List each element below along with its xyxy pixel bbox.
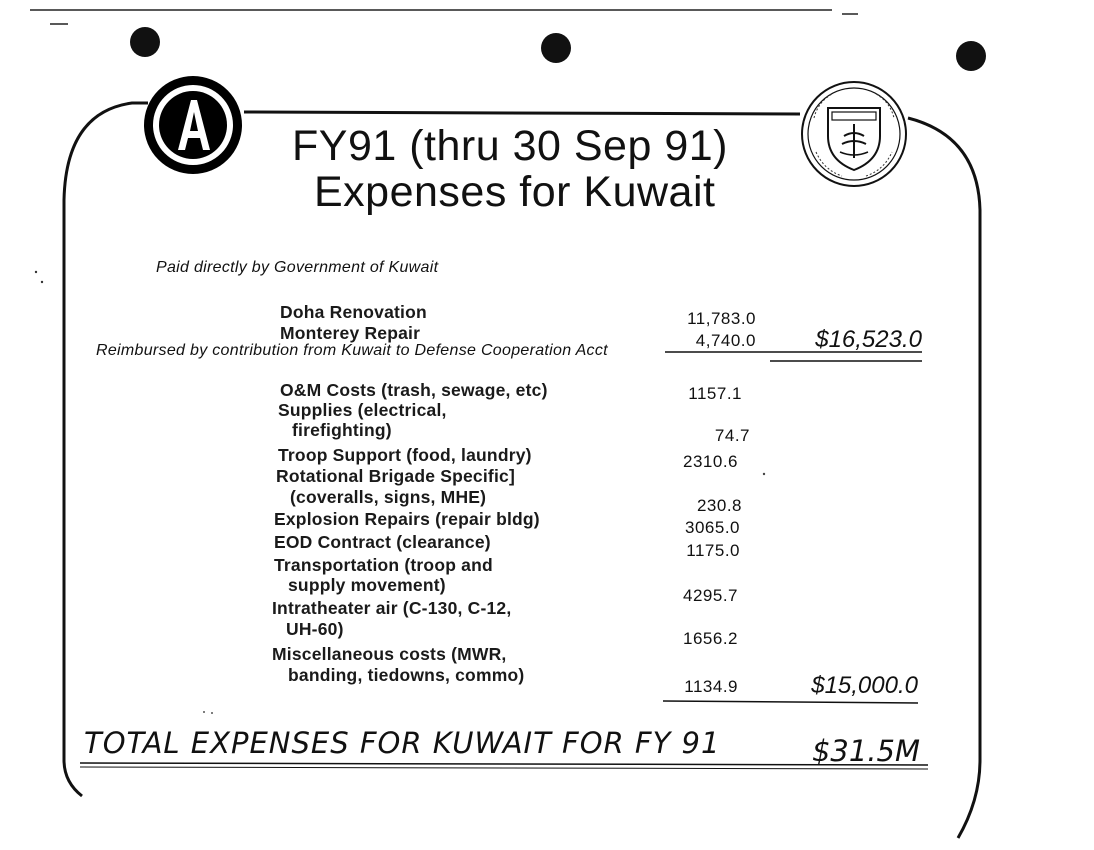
item-value: 74.7 — [714, 426, 750, 445]
list-item: Supplies (electrical, — [278, 400, 447, 420]
item-value: 1157.1 — [688, 384, 742, 403]
page-subtitle: Expenses for Kuwait — [314, 168, 716, 216]
subtotal-reimbursed: $15,000.0 — [811, 672, 918, 699]
total-label: TOTAL EXPENSES FOR KUWAIT FOR FY 91 — [84, 726, 721, 760]
subtotal-paid: $16,523.0 — [815, 326, 922, 353]
list-item-continued: firefighting) — [292, 420, 392, 440]
page-title: FY91 (thru 30 Sep 91) — [292, 122, 728, 170]
list-item: Troop Support (food, laundry) — [278, 445, 532, 465]
list-item: Doha Renovation — [280, 302, 427, 322]
list-item: Monterey Repair — [280, 323, 421, 343]
total-value: $31.5M — [811, 734, 920, 768]
item-value: 230.8 — [696, 496, 742, 515]
list-item: EOD Contract (clearance) — [274, 532, 491, 552]
section-reimbursed-label: Reimbursed by contribution from Kuwait to Defense Cooperation Acct — [96, 342, 608, 359]
item-value: 1656.2 — [683, 629, 738, 648]
punch-hole-center — [541, 33, 571, 63]
list-item: Intratheater air (C-130, C-12, — [272, 598, 512, 618]
item-value: 4,740.0 — [695, 331, 756, 350]
item-value: 1175.0 — [686, 541, 740, 560]
item-value: 1134.9 — [684, 677, 738, 696]
list-item: Miscellaneous costs (MWR, — [272, 644, 507, 664]
list-item: Rotational Brigade Specific] — [276, 466, 515, 486]
section-paid-label: Paid directly by Government of Kuwait — [156, 259, 439, 276]
item-value: 3065.0 — [685, 518, 740, 537]
item-value: 11,783.0 — [687, 309, 756, 328]
army-a-insignia-icon — [142, 74, 244, 176]
item-value: 4295.7 — [683, 586, 738, 605]
item-value: 2310.6 — [683, 452, 738, 471]
punch-hole-left — [130, 27, 160, 57]
list-item-continued: UH-60) — [286, 619, 344, 639]
list-item-continued: banding, tiedowns, commo) — [288, 665, 525, 685]
list-item: O&M Costs (trash, sewage, etc) — [280, 380, 548, 400]
list-item: Transportation (troop and — [274, 555, 493, 575]
punch-hole-right — [956, 41, 986, 71]
list-item-continued: supply movement) — [288, 575, 446, 595]
list-item: Explosion Repairs (repair bldg) — [274, 509, 540, 529]
seal-icon — [798, 78, 910, 190]
list-item-continued: (coveralls, signs, MHE) — [290, 487, 487, 507]
